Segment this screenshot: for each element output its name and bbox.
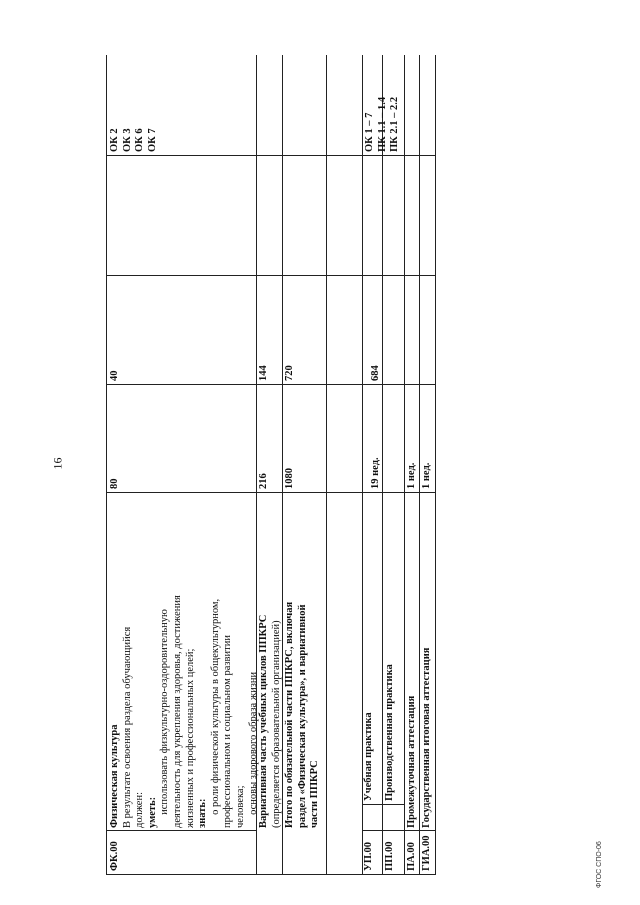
row-5-line-1: Производственная практика: [384, 664, 395, 801]
row-1-line-1: Физическая культура: [109, 724, 120, 828]
row-1-competence-1: ОК 2: [109, 128, 120, 152]
row-2-line-1: Вариативная часть учебных циклов ППКРС: [258, 614, 269, 828]
row-1-max-load: 80: [109, 478, 120, 489]
row-5-code: ПП.00: [384, 841, 395, 871]
row-2-line-2: (определяется образовательной организацией): [270, 620, 282, 828]
row-4-competence-2: ПК 1.1 – 1.4: [376, 96, 388, 152]
row-3-classes: 720: [284, 365, 295, 381]
row-4-line-1: Учебная практика: [363, 712, 374, 801]
row-3-line-3: части ППКРС: [309, 760, 321, 828]
row-4-competence-1: ОК 1 – 7: [364, 112, 375, 152]
row-1-competences: [109, 128, 159, 152]
row-3-line-2: раздел «Физическая культура», и вариативной: [296, 604, 308, 828]
curriculum-table: [106, 55, 436, 875]
row-1-line-12: основы здорового образа жизни: [247, 671, 259, 828]
row-1-competence-3: ОК 6: [134, 128, 146, 152]
row-1-line-9: о роли физической культуры в общекультурном,: [209, 598, 221, 828]
row-7-max-load: 1 нед.: [421, 462, 432, 489]
row-1-line-3: должен:: [134, 791, 146, 828]
row-1-line-4: уметь:: [146, 796, 158, 828]
row-1-line-10: профессиональном и социальном развитии: [222, 635, 234, 828]
row-1-line-6: деятельность для укрепления здоровья, достижения: [171, 595, 183, 828]
row-4-competence-3: ПК 2.1 – 2.2: [389, 96, 401, 152]
row-7-code: ГИА.00: [421, 835, 432, 871]
row-4-max-load: 19 нед.: [370, 457, 381, 489]
row-1-line-11: человека;: [234, 785, 246, 828]
row-2-description: [258, 615, 283, 828]
row-6-max-load: 1 нед.: [406, 462, 417, 489]
row-1-description: [109, 595, 260, 828]
row-1-line-5: использовать физкультурно-оздоровительную: [159, 609, 171, 828]
row-1-competence-4: ОК 7: [146, 128, 158, 152]
row-1-line-7: жизненных и профессиональных целей;: [184, 648, 196, 828]
row-1-line-2: В результате освоения раздела обучающийся: [121, 626, 133, 828]
row-3-max-load: 1080: [284, 468, 295, 489]
row-4-code: УП.00: [363, 842, 374, 871]
row-7-description: [421, 648, 434, 828]
row-4-description: [363, 712, 376, 801]
row-3-description: [284, 602, 322, 828]
row-6-line-1: Промежуточная аттестация: [406, 695, 417, 828]
row-2-max-load: 216: [258, 473, 269, 489]
row-1-competence-2: ОК 3: [121, 128, 133, 152]
row-6-code: ПА.00: [406, 842, 417, 871]
row-1-classes: 40: [109, 370, 120, 381]
row-6-description: [406, 696, 419, 828]
row-1-code: ФК.00: [109, 841, 120, 871]
row-3-line-1: Итого по обязательной части ППКРС, включая: [284, 601, 295, 828]
row-4-competences: [364, 97, 402, 152]
row-5-description: [384, 664, 397, 801]
row-1-line-8: знать:: [197, 798, 209, 828]
row-4-classes: 684: [370, 365, 381, 381]
row-7-line-1: Государственная итоговая аттестация: [421, 647, 432, 828]
row-2-classes: 144: [258, 365, 269, 381]
page-number: 16: [50, 457, 65, 470]
document-footer: ФГОС СПО-06: [596, 841, 603, 888]
